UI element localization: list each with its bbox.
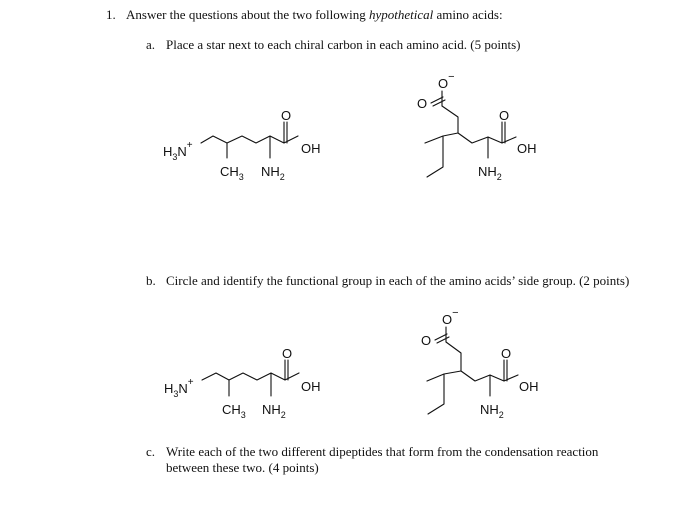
methyl-label: $CH_3$ [220, 164, 244, 182]
prompt-italic: hypothetical [369, 7, 434, 22]
prompt-before: Answer the questions about the two following [126, 7, 369, 22]
amino-acid-2-part-a [417, 71, 537, 182]
prompt-after: amino acids: [433, 7, 503, 22]
amino-acid-1-part-a [163, 108, 321, 182]
carboxylate-o2-label: O [417, 96, 428, 111]
amine-label: $NH_2$ [261, 164, 285, 182]
question-number: 1. [106, 7, 116, 22]
carbonyl-o-label: O [501, 346, 512, 361]
carboxylate-o-label: O− [438, 71, 455, 91]
part-a-letter: a. [146, 37, 156, 52]
oh-label: OH [517, 141, 537, 156]
part-c-line-2: between these two. (4 points) [166, 460, 319, 475]
amino-acid-1-part-b [164, 346, 321, 420]
carboxylate-o2-label: O [421, 333, 432, 348]
part-b-letter: b. [146, 273, 156, 288]
carbonyl-o-label: O [499, 108, 510, 123]
oh-label: OH [519, 379, 539, 394]
h3n-label: $H_3N^+$ [163, 140, 193, 162]
amine-label: $NH_2$ [478, 164, 502, 182]
carbonyl-o-label: O [281, 108, 292, 123]
h3n-label: $H_3N^+$ [164, 377, 194, 399]
part-b-text: Circle and identify the functional group in each of the amino acids’ side group. (2 points) [166, 273, 630, 288]
oh-label: OH [301, 141, 321, 156]
amine-label: $NH_2$ [480, 402, 504, 420]
amino-acid-2-part-b [421, 307, 539, 420]
part-c-line-1: Write each of the two different dipeptides that form from the condensation reaction [166, 444, 599, 459]
oh-label: OH [301, 379, 321, 394]
part-a-text: Place a star next to each chiral carbon in each amino acid. (5 points) [166, 37, 521, 52]
amine-label: $NH_2$ [262, 402, 286, 420]
part-c-letter: c. [146, 444, 156, 459]
carboxylate-o-label: O− [442, 307, 459, 327]
carbonyl-o-label: O [282, 346, 293, 361]
methyl-label: $CH_3$ [222, 402, 246, 420]
